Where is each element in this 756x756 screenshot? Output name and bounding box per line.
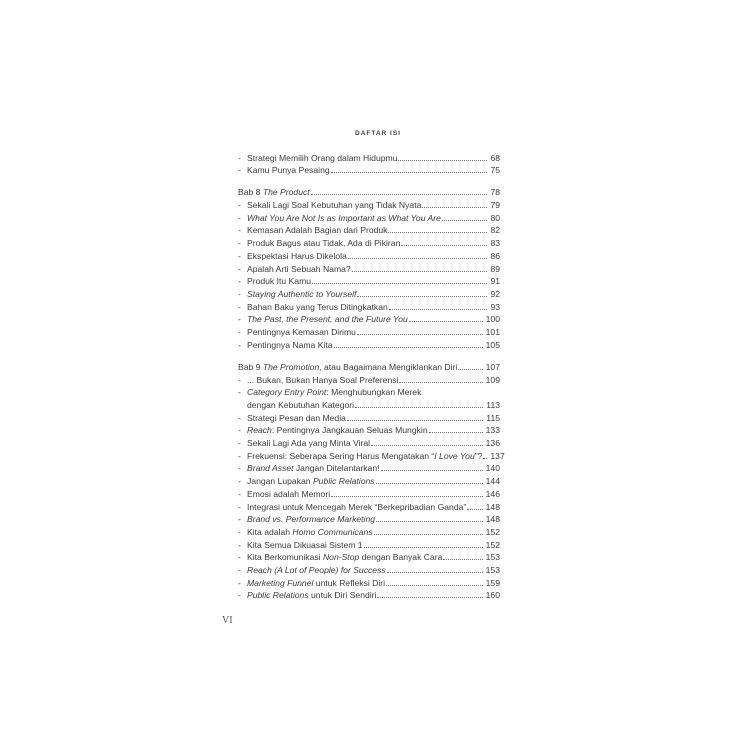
toc-title-segment: Kemasan Adalah Bagian dari Produk bbox=[247, 225, 388, 235]
toc-dot-leader bbox=[483, 458, 487, 459]
toc-dot-leader bbox=[355, 407, 483, 408]
toc-entry bbox=[238, 275, 500, 287]
toc-entry-dash: - bbox=[238, 438, 241, 448]
toc-page-number: 78 bbox=[490, 187, 500, 197]
toc-entry-dash: - bbox=[238, 340, 241, 350]
toc-dot-leader bbox=[376, 483, 483, 484]
toc-dot-leader bbox=[347, 420, 483, 421]
toc-entry bbox=[238, 462, 500, 474]
toc-entry-dash: - bbox=[238, 165, 241, 175]
toc-entry-dash: - bbox=[238, 289, 241, 299]
toc-entry bbox=[238, 399, 500, 411]
toc-dot-leader bbox=[352, 271, 488, 272]
toc-entry bbox=[238, 339, 500, 351]
toc-entry bbox=[238, 475, 500, 487]
toc-entry bbox=[238, 539, 500, 551]
toc-entry-dash: - bbox=[238, 153, 241, 163]
toc-page-number: 107 bbox=[485, 362, 500, 372]
toc-title-italic-segment: Public Relations bbox=[247, 590, 309, 600]
toc-entry-title bbox=[247, 386, 421, 398]
toc-entry bbox=[238, 564, 500, 576]
toc-page-number: 115 bbox=[486, 413, 500, 423]
toc-title-italic-segment: The Product bbox=[262, 187, 310, 197]
toc-dot-leader bbox=[348, 258, 488, 259]
toc-page-number: 80 bbox=[490, 213, 500, 223]
toc-title-segment: , atau Bagaimana Mengiklankan Diri bbox=[319, 362, 458, 372]
toc-entry-title bbox=[247, 152, 397, 164]
toc-dot-leader bbox=[331, 496, 483, 497]
toc-entry bbox=[238, 450, 505, 462]
toc-dot-leader bbox=[334, 347, 483, 348]
toc-title-segment: dengan Banyak Cara bbox=[359, 552, 443, 562]
toc-entry bbox=[238, 224, 500, 236]
toc-entry-title bbox=[238, 186, 310, 198]
toc-page-number: 83 bbox=[490, 238, 500, 248]
toc-page-number: 152 bbox=[485, 540, 500, 550]
toc-title-segment: Emosi adalah Memori bbox=[247, 489, 331, 499]
toc-chapter-heading bbox=[238, 186, 500, 198]
toc-page-number: 109 bbox=[485, 375, 500, 385]
toc-entry-dash: - bbox=[238, 514, 241, 524]
toc-page-number: 92 bbox=[490, 289, 500, 299]
toc-entry-title bbox=[247, 224, 387, 236]
toc-entry-title bbox=[247, 488, 330, 500]
toc-entry bbox=[238, 288, 500, 300]
toc-entry-dash: - bbox=[238, 200, 241, 210]
toc-entry-dash: - bbox=[238, 451, 241, 461]
toc-page-number: 68 bbox=[490, 153, 500, 163]
toc-entry-title bbox=[247, 326, 356, 338]
toc-entry-title bbox=[247, 399, 354, 411]
toc-dot-leader bbox=[387, 572, 483, 573]
toc-entry-dash: - bbox=[238, 590, 241, 600]
toc-title-segment: Kita Semua Dikuasai Sistem 1 bbox=[247, 540, 363, 550]
toc-page-number: 89 bbox=[490, 264, 500, 274]
toc-entry-title bbox=[247, 250, 347, 262]
toc-entry bbox=[238, 199, 500, 211]
toc-entry-dash: - bbox=[238, 251, 241, 261]
toc-entry bbox=[238, 577, 500, 589]
toc-entry bbox=[238, 513, 500, 525]
toc-entry bbox=[238, 526, 500, 538]
toc-page-number: 148 bbox=[485, 502, 500, 512]
toc-title-italic-segment: Non-Stop bbox=[322, 552, 360, 562]
toc-chapter-heading bbox=[238, 361, 500, 373]
toc-dot-leader bbox=[442, 220, 488, 221]
toc-entry bbox=[238, 326, 500, 338]
toc-page-number: 75 bbox=[490, 165, 500, 175]
toc-title-segment: Jangan Ditelantarkan! bbox=[293, 463, 380, 473]
toc-page-number: 82 bbox=[490, 225, 500, 235]
toc-entry-dash: - bbox=[238, 276, 241, 286]
toc-entry-title bbox=[247, 450, 482, 462]
toc-page-number: 144 bbox=[485, 476, 500, 486]
toc-entry-title bbox=[247, 164, 330, 176]
toc-title-segment: Strategi Memilih Orang dalam Hidupmu bbox=[247, 153, 398, 163]
toc-title-segment: ... Bukan, Bukan Hanya Soal Preferensi bbox=[247, 375, 399, 385]
toc-title-segment: Sekali Lagi Ada yang Minta Viral bbox=[247, 438, 371, 448]
toc-dot-leader bbox=[311, 194, 488, 195]
toc-entry-dash: - bbox=[238, 264, 241, 274]
toc-page-number: 153 bbox=[485, 552, 500, 562]
toc-entry-dash: - bbox=[238, 540, 241, 550]
toc-entry-dash: - bbox=[238, 302, 241, 312]
toc-entry-title bbox=[238, 361, 457, 373]
toc-title-italic-segment: The Promotion bbox=[262, 362, 320, 372]
toc-entry-dash: - bbox=[238, 476, 241, 486]
toc-dot-leader bbox=[386, 585, 483, 586]
toc-dot-leader bbox=[422, 207, 487, 208]
toc-entry bbox=[238, 164, 500, 176]
toc-entry-title bbox=[247, 564, 386, 576]
toc-entry-title bbox=[247, 301, 388, 313]
toc-entry-title bbox=[247, 462, 380, 474]
toc-page-number: 152 bbox=[485, 527, 500, 537]
toc-title-segment: Pentingnya Kemasan Dirimu bbox=[247, 327, 356, 337]
toc-title-italic-segment: Brand Asset bbox=[247, 463, 294, 473]
toc-entry bbox=[238, 263, 500, 275]
toc-entry-dash: - bbox=[238, 413, 241, 423]
toc-title-segment: Jangan Lupakan bbox=[247, 476, 313, 486]
toc-entry-dash: - bbox=[238, 327, 241, 337]
toc-title-segment: untuk Diri Sendiri bbox=[308, 590, 377, 600]
toc-title-italic-segment: Marketing Funnel bbox=[247, 578, 314, 588]
toc-dot-leader bbox=[409, 321, 483, 322]
toc-title-italic-segment: What You Are Not Is as Important as What You Are bbox=[247, 213, 441, 223]
toc-entry bbox=[238, 212, 500, 224]
toc-title-segment: Bahan Baku yang Terus Ditingkatkan bbox=[247, 302, 388, 312]
toc-page-number: 159 bbox=[485, 578, 500, 588]
toc-entry-title bbox=[247, 539, 363, 551]
toc-entry-dash: - bbox=[238, 502, 241, 512]
toc-title-segment: : Pentingnya Jangkauan Seluas Mungkin bbox=[271, 425, 428, 435]
toc-title-italic-segment: Homo Communicans bbox=[292, 527, 373, 537]
toc-page-number: 137 bbox=[490, 451, 505, 461]
toc-title-italic-segment: Public Relations bbox=[312, 476, 375, 486]
toc-page-number: 105 bbox=[485, 340, 500, 350]
toc-entry bbox=[238, 386, 500, 398]
toc-dot-leader bbox=[467, 509, 482, 510]
toc-page-number: 93 bbox=[490, 302, 500, 312]
toc-entry-dash: - bbox=[238, 225, 241, 235]
toc-title-segment: Bab 8 bbox=[238, 187, 263, 197]
toc-dot-leader bbox=[401, 245, 487, 246]
toc-dot-leader bbox=[389, 309, 488, 310]
page-title: DAFTAR ISI bbox=[355, 130, 401, 137]
toc-dot-leader bbox=[399, 382, 482, 383]
toc-entry bbox=[238, 412, 500, 424]
toc-dot-leader bbox=[458, 369, 482, 370]
toc-entry-title bbox=[247, 501, 466, 513]
toc-entry-title bbox=[247, 577, 385, 589]
toc-page-number: 86 bbox=[490, 251, 500, 261]
toc-title-italic-segment: Reach (A Lot of People) for Success bbox=[247, 565, 386, 575]
toc-dot-leader bbox=[371, 445, 483, 446]
page-number: VI bbox=[222, 615, 233, 626]
toc-dot-leader bbox=[331, 172, 488, 173]
toc-dot-leader bbox=[357, 296, 487, 297]
toc-page-number: 133 bbox=[485, 425, 500, 435]
toc-title-segment: Strategi Pesan dan Media bbox=[247, 413, 346, 423]
toc-entry bbox=[238, 437, 500, 449]
toc-entry-dash: - bbox=[238, 375, 241, 385]
toc-entry-title bbox=[247, 263, 351, 275]
toc-entry-dash: - bbox=[238, 387, 241, 397]
toc-title-segment: Kita adalah bbox=[247, 527, 293, 537]
toc-dot-leader bbox=[377, 597, 482, 598]
toc-entry-title bbox=[247, 374, 398, 386]
toc-title-italic-segment: Brand vs. Performance Marketing bbox=[247, 514, 376, 524]
toc-entry-title bbox=[247, 589, 376, 601]
toc-dot-leader bbox=[364, 547, 483, 548]
toc-title-italic-segment: The Past, the Present, and the Future You bbox=[247, 314, 408, 324]
toc-entry-title bbox=[247, 437, 370, 449]
toc-title-italic-segment: Category Entry Point bbox=[247, 387, 327, 397]
toc-entry bbox=[238, 551, 500, 563]
toc-entry-dash: - bbox=[238, 213, 241, 223]
toc-entry-title bbox=[247, 339, 333, 351]
toc-title-italic-segment: Reach bbox=[247, 425, 272, 435]
toc-entry-dash: - bbox=[238, 463, 241, 473]
toc-entry bbox=[238, 301, 500, 313]
toc-page-number: 136 bbox=[485, 438, 500, 448]
toc-title-segment: ”? bbox=[474, 451, 483, 461]
toc-title-segment: Sekali Lagi Soal Kebutuhan yang Tidak Nyata bbox=[247, 200, 422, 210]
toc-title-segment: dengan Kebutuhan Kategori bbox=[247, 400, 355, 410]
toc-entry-dash: - bbox=[238, 314, 241, 324]
toc-entry-dash: - bbox=[238, 578, 241, 588]
toc-title-segment: Integrasi untuk Mencegah Merek “Berkepribadian Ganda” bbox=[247, 502, 467, 512]
toc-dot-leader bbox=[312, 283, 487, 284]
toc-entry-title bbox=[247, 237, 400, 249]
toc-title-italic-segment: I Love You bbox=[434, 451, 475, 461]
toc-dot-leader bbox=[374, 534, 483, 535]
toc-entry-title bbox=[247, 513, 375, 525]
toc-title-segment: untuk Refleksi Diri bbox=[313, 578, 386, 588]
toc-dot-leader bbox=[376, 521, 483, 522]
toc-entry-title bbox=[247, 288, 356, 300]
toc-entry-dash: - bbox=[238, 565, 241, 575]
toc-dot-leader bbox=[357, 334, 483, 335]
toc-title-segment: Kita Berkomunikasi bbox=[247, 552, 323, 562]
toc-title-segment: Produk Bagus atau Tidak, Ada di Pikiran bbox=[247, 238, 401, 248]
toc-entry-dash: - bbox=[238, 425, 241, 435]
toc-title-segment: : Menghubungkan Merek bbox=[326, 387, 422, 397]
toc-entry bbox=[238, 237, 500, 249]
toc-title-segment: Produk Itu Kamu bbox=[247, 276, 312, 286]
toc-page-number: 146 bbox=[485, 489, 500, 499]
toc-page-number: 148 bbox=[485, 514, 500, 524]
toc-entry bbox=[238, 313, 500, 325]
toc-entry-dash: - bbox=[238, 527, 241, 537]
toc-dot-leader bbox=[398, 160, 487, 161]
toc-entry-dash: - bbox=[238, 238, 241, 248]
toc-dot-leader bbox=[388, 232, 487, 233]
toc-dot-leader bbox=[429, 432, 483, 433]
toc-entry bbox=[238, 589, 500, 601]
toc-entry-title bbox=[247, 199, 421, 211]
toc-entry-title bbox=[247, 212, 441, 224]
toc-entry bbox=[238, 152, 500, 164]
toc-title-segment: Pentingnya Nama Kita bbox=[247, 340, 333, 350]
toc-entry-title bbox=[247, 313, 408, 325]
toc-dot-leader bbox=[381, 470, 483, 471]
toc-entry-title bbox=[247, 551, 442, 563]
toc-title-segment: Apalah Arti Sebuah Nama? bbox=[247, 264, 351, 274]
toc-page-number: 140 bbox=[485, 463, 500, 473]
toc-entry bbox=[238, 374, 500, 386]
toc-title-segment: Kamu Punya Pesaing bbox=[247, 165, 330, 175]
toc-title-segment: Ekspektasi Harus Dikelola bbox=[247, 251, 347, 261]
toc-page-number: 160 bbox=[485, 590, 500, 600]
toc-title-italic-segment: Staying Authentic to Yourself bbox=[247, 289, 357, 299]
toc-entry-title bbox=[247, 275, 311, 287]
toc-page-number: 101 bbox=[485, 327, 500, 337]
toc-entry-title bbox=[247, 412, 346, 424]
toc-page-number: 100 bbox=[485, 314, 500, 324]
toc-entry bbox=[238, 250, 500, 262]
toc-page-number: 113 bbox=[486, 400, 500, 410]
toc-entry bbox=[238, 424, 500, 436]
toc-entry-title bbox=[247, 424, 428, 436]
toc-entry-title bbox=[247, 475, 375, 487]
toc-entry bbox=[238, 488, 500, 500]
toc-page-number: 79 bbox=[490, 200, 500, 210]
toc-entry-title bbox=[247, 526, 373, 538]
toc-page-number: 91 bbox=[490, 276, 500, 286]
toc-entry-dash: - bbox=[238, 489, 241, 499]
toc-title-segment: Frekuensi: Seberapa Sering Harus Mengatakan “ bbox=[247, 451, 435, 461]
toc-entry-dash: - bbox=[238, 552, 241, 562]
toc-dot-leader bbox=[443, 559, 482, 560]
toc-page-number: 153 bbox=[485, 565, 500, 575]
toc-title-segment: Bab 9 bbox=[238, 362, 263, 372]
toc-entry bbox=[238, 501, 500, 513]
